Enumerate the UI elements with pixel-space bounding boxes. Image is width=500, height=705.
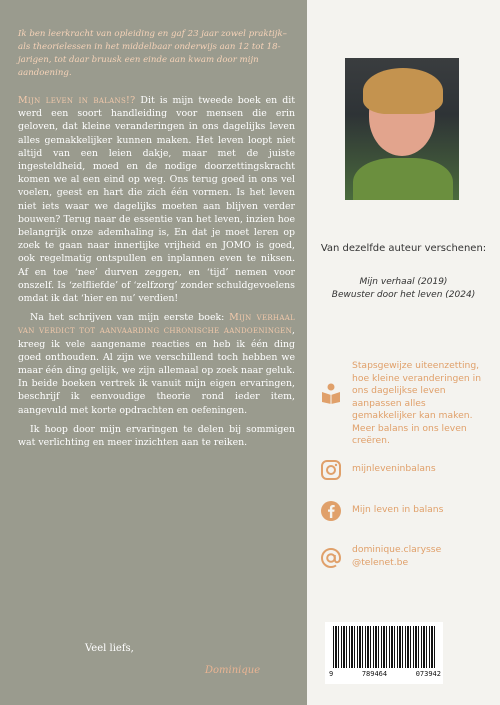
paragraph-2-before: Na het schrijven van mijn eerste boek: bbox=[30, 312, 230, 324]
barcode-group-2: 073942 bbox=[415, 670, 441, 678]
isbn-barcode bbox=[325, 622, 443, 684]
paragraph-1 bbox=[18, 94, 295, 305]
barcode-digit-1: 9 bbox=[329, 670, 334, 678]
facebook-page: Mijn leven in balans bbox=[352, 504, 444, 515]
email-line-1: dominique.clarysse bbox=[352, 544, 442, 555]
books-title: Van dezelfde auteur verschenen: bbox=[320, 243, 487, 254]
barcode-numbers bbox=[329, 670, 441, 678]
author-photo bbox=[345, 58, 459, 200]
barcode-group-1: 789464 bbox=[361, 670, 388, 678]
barcode-bars bbox=[333, 626, 437, 668]
first-book-title: Mijn verhaal van verdict tot aanvaarding chronische aandoeningen bbox=[18, 312, 295, 337]
book-title-lead: Mijn leven in balans!? bbox=[18, 95, 136, 106]
signoff: Veel liefs, bbox=[85, 643, 134, 654]
summary-row bbox=[320, 360, 484, 448]
email-line-2: @telenet.be bbox=[352, 556, 409, 568]
summary-text: Stapsgewijze uiteenzetting, hoe kleine veranderingen in ons dagelijkse leven aanpassen alles gemakkelijker kan maken. Meer balans in ons leven creëren. bbox=[352, 360, 482, 446]
signature: Dominique bbox=[205, 665, 261, 676]
instagram-row bbox=[320, 459, 436, 481]
facebook-row bbox=[320, 500, 443, 522]
email-row bbox=[320, 544, 441, 569]
book-item-2: Bewuster door het leven (2024) bbox=[331, 290, 476, 300]
intro-text: Ik ben leerkracht van opleiding en gaf 23 jaar zowel praktijk– als theorielessen in het middelbaar onderwijs aan 12 tot 18-jarigen, tot daar bruusk een einde aan kwam door mijn aandoening. bbox=[18, 29, 287, 78]
reader-book-icon bbox=[320, 382, 342, 404]
email-address bbox=[352, 544, 441, 569]
paragraph-2 bbox=[18, 311, 295, 417]
instagram-icon bbox=[320, 459, 342, 481]
at-sign-icon bbox=[320, 547, 342, 569]
paragraph-1-text: Dit is mijn tweede boek en dit werd een soort handleiding voor mensen die erin geloven, dat kleine veranderingen in ons dagelijks leven alles gemakkelijker kunnen maken. Het leven loopt niet altijd van een leien dakje, maar met de juiste ingesteldheid, moed en de nodige doorzettingskracht komen we al een eind op weg. Ons terug goed in ons vel voelen, geest en hart die zich één vormen. Is het leven niet iets waar we dagelijks moeten aan blijven verder bouwen? Terug naar de essentie van het leven, inzien hoe belangrijk onze ademhaling is, En dat je moet leren op zoek te gaan naar innerlijke vrijheid en JOMO is goed, ook regelmatig ontspullen en inplannen even te niksen. Af en toe ‘nee’ durven zeggen, en ‘tijd’ nemen voor onszelf. Is ‘zelfliefde’ of ‘zelfzorg’ zonder schuldgevoelens omdat ik dat ‘hier en nu’ verdien! bbox=[18, 95, 295, 305]
body-text bbox=[18, 94, 295, 449]
book-item-1: Mijn verhaal (2019) bbox=[359, 277, 448, 287]
photo-hair bbox=[363, 68, 443, 114]
instagram-handle: mijnleveninbalans bbox=[352, 463, 436, 474]
photo-shirt bbox=[353, 158, 453, 200]
books-list bbox=[307, 276, 500, 302]
facebook-icon bbox=[320, 500, 342, 522]
paragraph-2-after: , kreeg ik vele aangename reacties en heb ik één ding goed onthouden. Al zijn we verschillend toch hebben we maar één ding gelijk, we zijn allemaal op zoek naar geluk. In beide boeken vertrek ik vanuit mijn eigen ervaringen, beschrijf ik eenvoudige theorie rond ieder item, aangevuld met korte opdrachten en oefeningen. bbox=[18, 325, 295, 416]
paragraph-3: Ik hoop door mijn ervaringen te delen bij sommigen wat verlichting en meer inzichten aan te reiken. bbox=[18, 423, 295, 449]
